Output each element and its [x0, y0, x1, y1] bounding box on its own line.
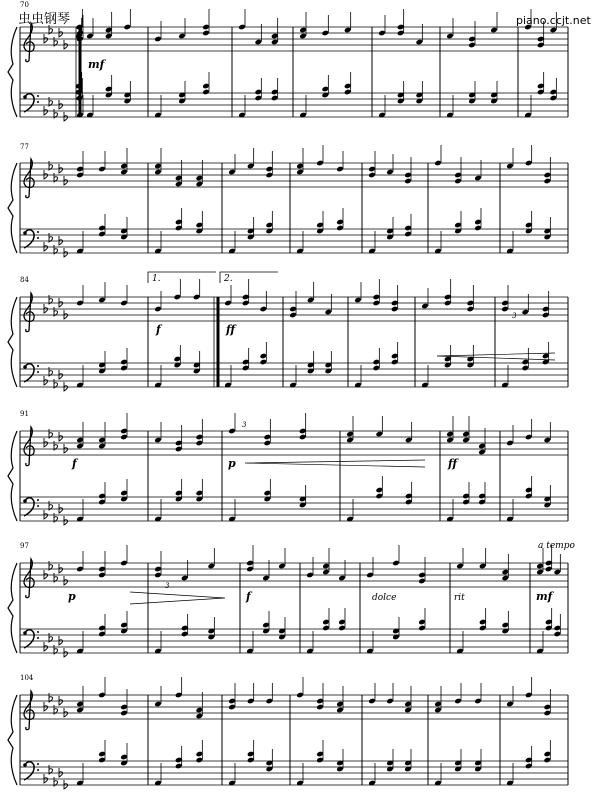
- treble-clef-icon: [24, 293, 34, 332]
- expression-dolce: dolce: [372, 593, 397, 603]
- brace: [8, 297, 17, 387]
- triplet-mark: 3: [512, 312, 517, 320]
- flat-icon: [44, 642, 48, 651]
- triplet-mark: 3: [165, 582, 170, 590]
- bass-clef-dot: [37, 101, 39, 103]
- hairpin: [437, 353, 555, 360]
- bass-clef-dot: [37, 237, 39, 239]
- bass-clef-icon: [23, 499, 27, 503]
- measure-number: 97: [20, 542, 29, 550]
- site-watermark: piano.ccjt.net: [516, 14, 591, 27]
- flat-icon: [64, 40, 68, 49]
- dynamic-ff: ff: [448, 457, 458, 470]
- volta-1-label: 1.: [152, 274, 161, 284]
- measure-number: 91: [20, 410, 29, 418]
- brace: [8, 163, 17, 253]
- dynamic-f: f: [72, 457, 77, 470]
- flat-icon: [44, 242, 48, 251]
- flat-icon: [64, 310, 68, 319]
- flat-icon: [44, 304, 48, 313]
- tempo-marking: a tempo: [538, 541, 575, 551]
- bass-clef-dot: [37, 231, 39, 233]
- flat-icon: [64, 516, 68, 525]
- flat-icon: [44, 570, 48, 579]
- flat-icon: [59, 504, 63, 513]
- dynamic-f: f: [246, 590, 251, 603]
- bass-clef-dot: [37, 631, 39, 633]
- flat-icon: [59, 298, 63, 307]
- flat-icon: [64, 708, 68, 717]
- measure-number: 77: [20, 143, 29, 151]
- flat-icon: [64, 648, 68, 657]
- flat-icon: [59, 100, 63, 109]
- bass-clef-dot: [37, 499, 39, 501]
- flat-icon: [44, 438, 48, 447]
- bass-clef-dot: [37, 769, 39, 771]
- flat-icon: [59, 564, 63, 573]
- flat-icon: [44, 34, 48, 43]
- flat-icon: [64, 780, 68, 789]
- bass-clef-dot: [37, 637, 39, 639]
- dynamic-p: p: [68, 590, 76, 603]
- measure-number: 70: [20, 1, 29, 9]
- hairpin: [130, 592, 225, 604]
- flat-icon: [44, 702, 48, 711]
- bass-clef-dot: [37, 365, 39, 367]
- dynamic-p: p: [228, 457, 236, 470]
- flat-icon: [59, 236, 63, 245]
- brace: [8, 563, 17, 653]
- flat-icon: [64, 444, 68, 453]
- flat-icon: [64, 382, 68, 391]
- bass-clef-icon: [23, 95, 27, 99]
- bass-clef-icon: [23, 365, 27, 369]
- treble-clef-icon: [24, 23, 34, 62]
- treble-clef-icon: [24, 159, 34, 198]
- flat-icon: [59, 768, 63, 777]
- treble-clef-icon: [24, 559, 34, 598]
- bass-clef-dot: [37, 505, 39, 507]
- bass-clef-icon: [23, 631, 27, 635]
- staff-systems: [8, 9, 568, 789]
- dynamic-mf: mf: [536, 590, 553, 603]
- dynamic-f: f: [156, 323, 161, 336]
- treble-clef-icon: [24, 691, 34, 730]
- flat-icon: [44, 510, 48, 519]
- bass-clef-dot: [37, 763, 39, 765]
- flat-icon: [64, 176, 68, 185]
- dynamic-ff: ff: [226, 323, 236, 336]
- triplet-mark: 3: [242, 421, 247, 429]
- expression-rit: rit: [454, 593, 465, 603]
- volta-2-label: 2.: [224, 274, 233, 284]
- brace: [8, 431, 17, 521]
- flat-icon: [59, 696, 63, 705]
- flat-icon: [44, 376, 48, 385]
- flat-icon: [59, 370, 63, 379]
- flat-icon: [59, 164, 63, 173]
- flat-icon: [59, 636, 63, 645]
- flat-icon: [64, 576, 68, 585]
- measure-number: 104: [20, 674, 34, 682]
- crescendo-hairpin: [245, 460, 425, 467]
- bass-clef-icon: [23, 763, 27, 767]
- measure-number: 84: [20, 276, 29, 284]
- flat-icon: [59, 432, 63, 441]
- dynamic-mf: mf: [88, 58, 105, 71]
- watermark-logo: 虫虫钢琴: [18, 12, 71, 27]
- flat-icon: [64, 248, 68, 257]
- flat-icon: [44, 170, 48, 179]
- brace: [8, 27, 17, 117]
- flat-icon: [44, 774, 48, 783]
- bass-clef-dot: [37, 371, 39, 373]
- flat-icon: [64, 112, 68, 121]
- flat-icon: [44, 106, 48, 115]
- brace: [8, 695, 17, 785]
- bass-clef-icon: [23, 231, 27, 235]
- treble-clef-icon: [24, 427, 34, 466]
- bass-clef-dot: [37, 95, 39, 97]
- flat-icon: [59, 28, 63, 37]
